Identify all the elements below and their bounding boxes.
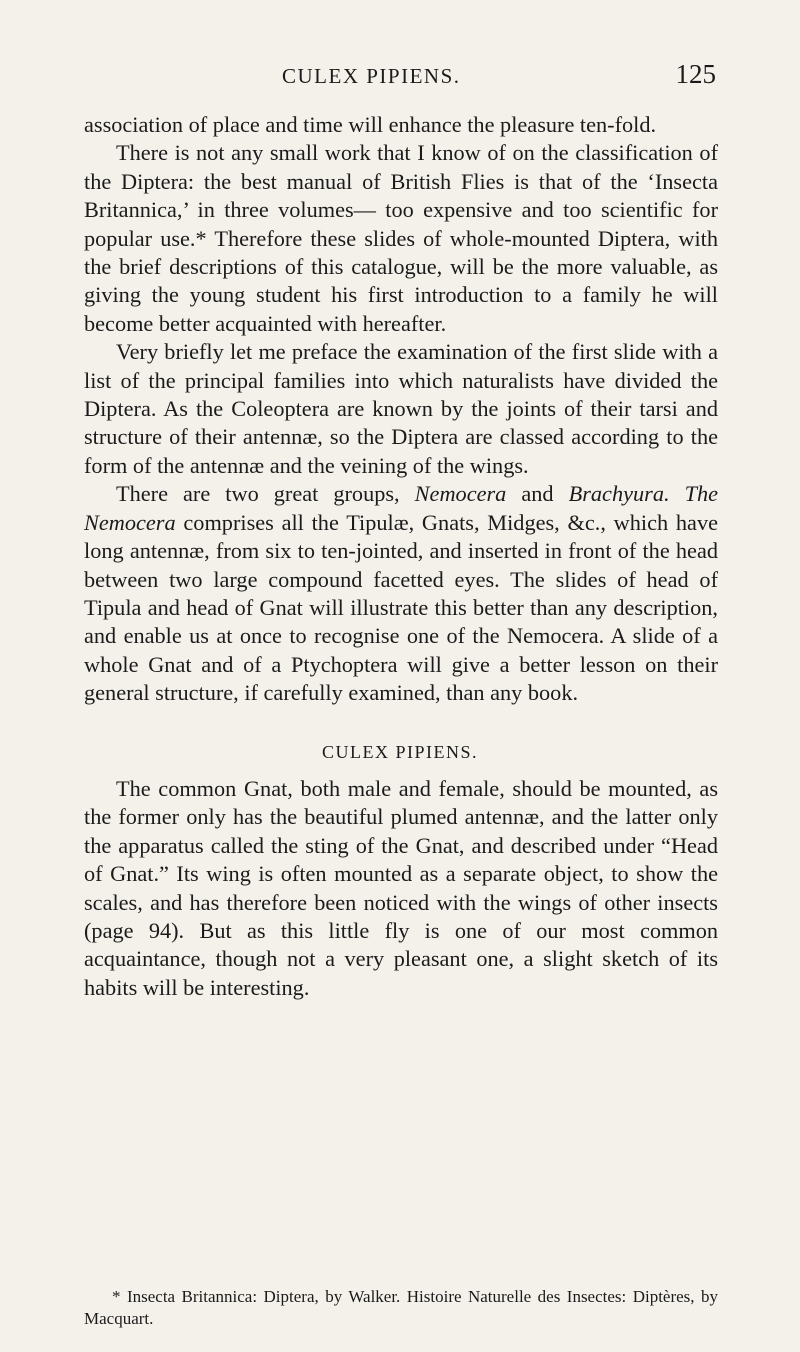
page-number: 125 (675, 59, 716, 89)
body-text (84, 111, 718, 708)
term-nemocera: Nemocera (414, 481, 507, 507)
term-brachyura: Brachyura. (568, 481, 670, 507)
page-header (0, 59, 800, 102)
groups-and: and (521, 481, 554, 507)
footnote-text: * Insecta Britannica: Diptera, by Walker. Histoire Naturelle des Insectes: Diptères, by Macquart. (84, 1287, 718, 1328)
paragraph-common-gnat: The common Gnat, both male and female, should be mounted, as the former only has the beautiful plumed antennæ, and the latter only the apparatus called the sting of the Gnat, and described under “Head of Gnat.” Its wing is often mounted as a separate object, to show the scales, and has therefore been noticed with the wings of other insects (page 94). But as this little fly is one of our most common acquaintance, though not a very pleasant one, a slight sketch of its habits will be interesting. (84, 776, 718, 1000)
section-heading: CULEX PIPIENS. (321, 742, 478, 762)
section-text (84, 775, 718, 1002)
groups-intro: There are two great groups, (116, 481, 400, 507)
paragraph-families: Very briefly let me preface the examination of the first slide with a list of the principal families into which naturalists have divided the Diptera. As the Coleoptera are known by the joints of their tarsi and structure of their antennæ, so the Diptera are classed according to the form of the antennæ and the veining of the wings. (84, 339, 718, 478)
term-the-nemocera: The Nemocera (84, 481, 719, 535)
paragraph-groups (84, 480, 718, 707)
paragraph-continuation: association of place and time will enhance the pleasure ten-fold. (84, 112, 657, 137)
footnote (84, 1286, 718, 1330)
groups-description: comprises all the Tipulæ, Gnats, Midges, &c., which have long antennæ, from six to ten-jointed, and inserted in front of the head between two large compound facetted eyes. The slides of head of Tipula and head of Gnat will illustrate this better than any description, and enable us at once to recognise one of the Nemocera. A slide of a whole Gnat and of a Ptychoptera will give a better lesson on their general structure, if carefully examined, than any book. (84, 509, 718, 706)
running-head: CULEX PIPIENS. (282, 64, 461, 88)
paragraph-classification: There is not any small work that I know of on the classification of the Diptera: the best manual of British Flies is that of the ‘Insecta Britannica,’ in three volumes— too expensive and too scientific for popular use.* Therefore these slides of whole-mounted Diptera, with the brief descriptions of this catalogue, will be the more valuable, as giving the young student his first introduction to a family he will become better acquainted with hereafter. (84, 140, 718, 336)
